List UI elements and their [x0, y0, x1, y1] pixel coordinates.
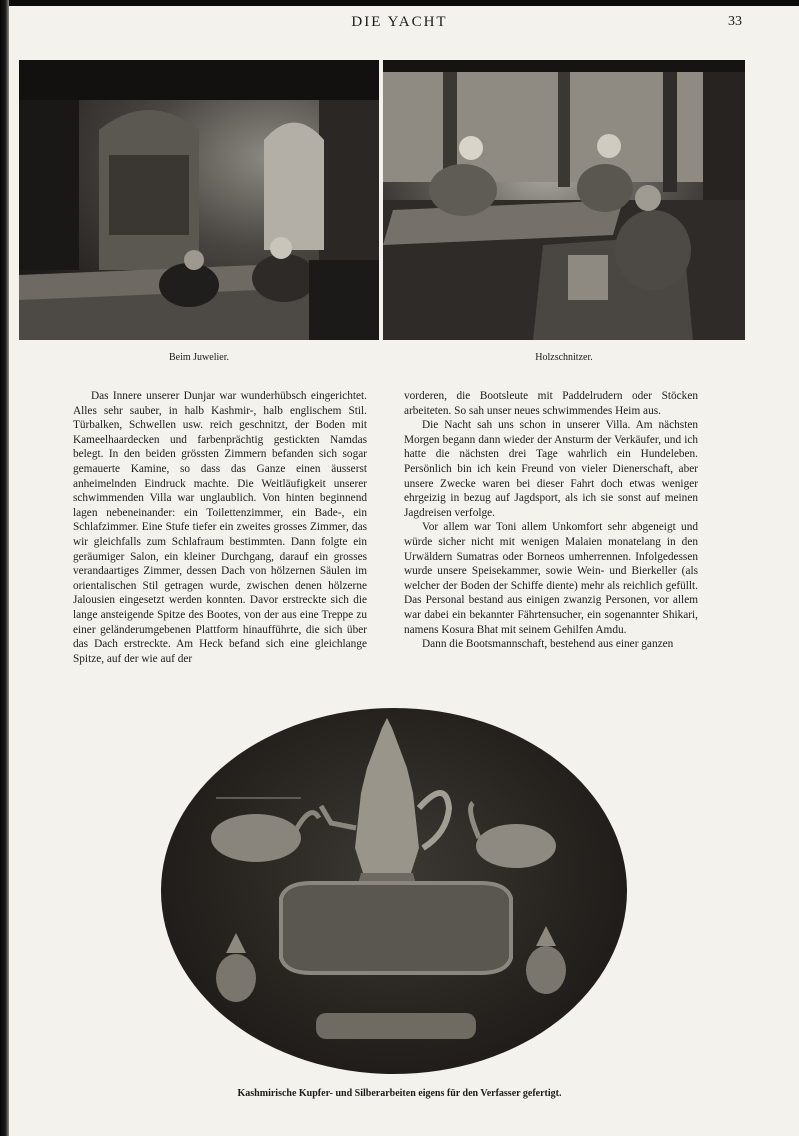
text-column-right	[404, 389, 698, 652]
photo-metalwork	[161, 708, 627, 1074]
caption-woodcarvers: Holzschnitzer.	[535, 352, 593, 363]
page-number: 33	[728, 14, 742, 29]
paragraph: Die Nacht sah uns schon in unserer Villa. Am nächsten Morgen begann dann wieder der Ansturm der Verkäufer, und ich hatte die nächsten drei Tage wahrlich ein Hundeleben. Persönlich bin ich kein Freund von vieler Dienerschaft, aber unsere Zwecke waren bei dieser Fahrt doch etwas weniger ehrgeizig in bezug auf Jagdsport, als ich sie sonst auf meinen Jagdreisen verfolge.	[404, 419, 698, 519]
caption-metalwork: Kashmirische Kupfer- und Silberarbeiten eigens für den Verfasser gefertigt.	[237, 1088, 562, 1099]
photo-woodcarvers	[383, 60, 745, 340]
paragraph: Dann die Bootsmannschaft, bestehend aus einer ganzen	[422, 638, 674, 651]
book-spine-shadow	[0, 0, 9, 1136]
photo-jeweller	[19, 60, 379, 340]
text-column-left	[73, 389, 367, 666]
caption-jeweller: Beim Juwelier.	[169, 352, 229, 363]
paragraph: Vor allem war Toni allem Unkomfort sehr abgeneigt und würde sicher nicht mit wenigen Malaien monatelang in den Urwäldern Sumatras oder Borneos umherrennen. Infolgedessen wurde unsere Speisekammer, sowie Wein- und Bierkeller (als welcher der Boden der Schiffe diente) mehr als reichlich gefüllt. Das Personal bestand aus einigen zwanzig Personen, vor allem war dabei ein bekannter Fährtensucher, ein sogenannter Shikari, namens Kosura Bhat mit seinem Gehilfen Amdu.	[404, 521, 698, 636]
page-top-edge	[0, 0, 799, 6]
paragraph: vorderen, die Bootsleute mit Paddelrudern oder Stöcken arbeiteten. So sah unser neues schwimmendes Heim aus.	[404, 390, 698, 417]
running-title: DIE YACHT	[351, 14, 448, 30]
paragraph: Das Innere unserer Dunjar war wunderhübsch eingerichtet. Alles sehr sauber, in halb Kashmir-, halb englischem Stil. Türbalken, Schwellen usw. reich geschnitzt, der Boden mit Kameelhaardecken und farbenprächtig gestickten Namdas belegt. In den beiden grössten Zimmern befanden sich sogar gemauerte Kamine, so dass das Ganze einen äusserst anheimelnden Eindruck machte. Die Weitläufigkeit unserer schwimmenden Villa war unglaublich. Von hinten beginnend lagen nebeneinander: ein Toilettenzimmer, ein Bade-, ein Schlafzimmer. Eine Stufe tiefer ein zweites grosses Zimmer, das wir gleichfalls zum Schlafraum bestimmten. Dann folgte ein geräumiger Salon, ein kleiner Durchgang, darauf ein grosses verandaartiges Zimmer, dessen Dach von hölzernen Säulen im orientalischen Stil getragen wurde, zwischen denen hölzerne Jalousien eingesetzt werden konnten. Davor erstreckte sich die lange ansteigende Spitze des Bootes, von der aus eine Treppe zu einer geländerumgebenen Plattform hinaufführte, die sich über das Dach erstreckte. Am Heck befand sich eine gleichlange Spitze, auf der wie auf der	[73, 390, 367, 665]
